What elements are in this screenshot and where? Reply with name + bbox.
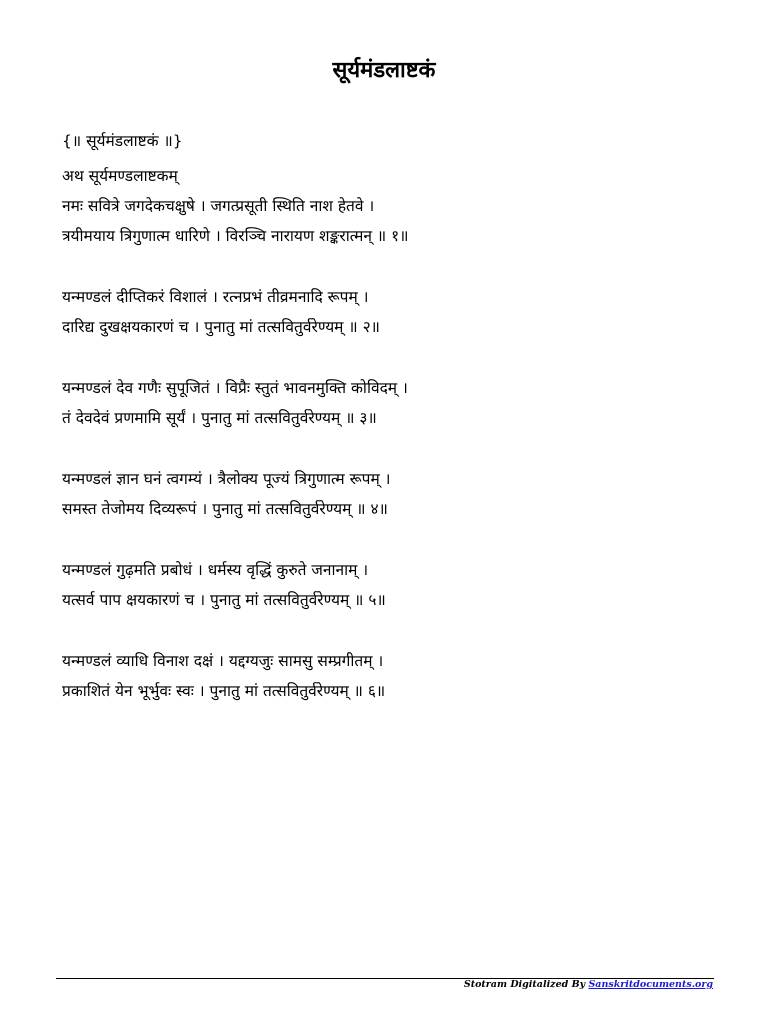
verse-line: तं देवदेवं प्रणमामि सूर्यं । पुनातु मां तत्सवितुर्वरेण्यम् ॥ ३॥ <box>62 409 377 427</box>
verse-1 <box>62 191 728 251</box>
verse-line: यन्मण्डलं व्याधि विनाश दक्षं । यद्दग्यजुः सामसु सम्प्रगीतम् । <box>62 652 384 670</box>
stotra-body <box>62 126 728 706</box>
footer-link[interactable]: Sanskritdocuments.org <box>588 979 713 990</box>
verse-6 <box>62 646 728 706</box>
stanza-gap <box>62 251 728 282</box>
verse-line: दारिद्य दुखक्षयकारणं च । पुनातु मां तत्सवितुर्वरेण्यम् ॥ २॥ <box>62 318 380 336</box>
verse-line: त्रयीमयाय त्रिगुणात्म धारिणे । विरञ्चि नारायण शङ्करात्मन् ॥ १॥ <box>62 227 409 245</box>
intro-line: अथ सूर्यमण्डलाष्टकम् <box>62 167 178 185</box>
stanza-gap <box>62 524 728 555</box>
verse-line: नमः सवित्रे जगदेकचक्षुषे । जगत्प्रसूती स्थिति नाश हेतवे । <box>62 197 375 215</box>
verse-line: यत्सर्व पाप क्षयकारणं च । पुनातु मां तत्सवितुर्वरेण्यम् ॥ ५॥ <box>62 591 386 609</box>
verse-line: यन्मण्डलं गुढ़मति प्रबोधं । धर्मस्य वृद्धिं कुरुते जनानाम् । <box>62 561 369 579</box>
header-tag: {॥ सूर्यमंडलाष्टकं ॥} <box>62 132 183 150</box>
page-title: सूर्यमंडलाष्टकं <box>332 58 436 83</box>
verse-2 <box>62 282 728 342</box>
verse-line: समस्त तेजोमय दिव्यरूपं । पुनातु मां तत्सवितुर्वरेण्यम् ॥ ४॥ <box>62 500 388 518</box>
verse-line: यन्मण्डलं देव गणैः सुपूजितं । विप्रैः स्तुतं भावनमुक्ति कोविदम् । <box>62 379 408 397</box>
verse-4 <box>62 464 728 524</box>
footer-prefix: Stotram Digitalized By <box>463 979 589 990</box>
verse-line: यन्मण्डलं दीप्तिकरं विशालं । रत्नप्रभं तीव्रमनादि रूपम् । <box>62 288 369 306</box>
verse-5 <box>62 555 728 615</box>
verse-3 <box>62 373 728 433</box>
stanza-gap <box>62 615 728 646</box>
stanza-gap <box>62 342 728 373</box>
verse-line: प्रकाशितं येन भूर्भुवः स्वः । पुनातु मां तत्सवितुर्वरेण्यम् ॥ ६॥ <box>62 682 386 700</box>
stanza-gap <box>62 433 728 464</box>
footer-credit <box>464 979 713 990</box>
verse-line: यन्मण्डलं ज्ञान घनं त्वगम्यं । त्रैलोक्य पूज्यं त्रिगुणात्म रूपम् । <box>62 470 391 488</box>
